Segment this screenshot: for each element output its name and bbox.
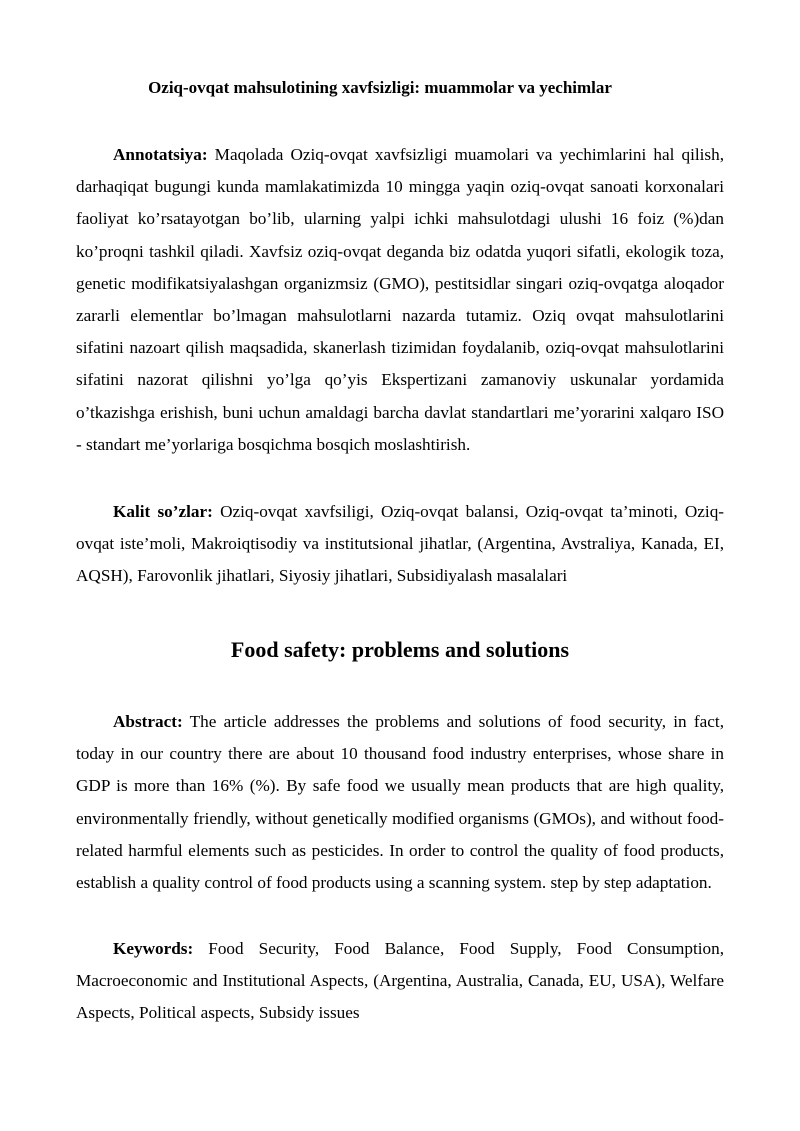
uzbek-keywords bbox=[76, 496, 724, 593]
english-keywords bbox=[76, 933, 724, 1030]
uzbek-title: Oziq-ovqat mahsulotining xavfsizligi: muammolar va yechimlar bbox=[148, 78, 612, 97]
uzbek-annotation-text: Maqolada Oziq-ovqat xavfsizligi muamolari va yechimlarini hal qilish, darhaqiqat bugungi kunda mamlakatimizda 10 mingga yaqin oziq-ovqat sanoati korxonalari faoliyat ko’rsatayotgan bo’lib, ularning yalpi ichki mahsulotdagi ulushi 16 foiz (%)dan ko’proqni tashkil qiladi. Xavfsiz oziq-ovqat deganda biz odatda yuqori sifatli, ekologik toza, genetic modifikatsiyalashgan organizmsiz (GMO), pestitsidlar singari oziq-ovqatga aloqador zararli elementlar bo’lmagan mahsulotlarni nazarda tutamiz. Oziq ovqat mahsulotlarini sifatini nazoart qilish maqsadida, skanerlash tizimidan foydalanib, oziq-ovqat mahsulotlarini sifatini nazorat qilishni yo’lga qo’yis Ekspertizani zamanoviy uskunalar yordamida o’tkazishga erishish, buni uchun amaldagi barcha davlat standartlari me’yorarini xalqaro ISO - standart me’yorlariga bosqichma bosqich moslashtirish. bbox=[76, 145, 724, 454]
english-abstract bbox=[76, 706, 724, 899]
english-title: Food safety: problems and solutions bbox=[230, 637, 570, 662]
english-keywords-label: Keywords: bbox=[113, 939, 194, 958]
uzbek-annotation-label: Annotatsiya: bbox=[113, 145, 208, 164]
english-abstract-label: Abstract: bbox=[113, 712, 183, 731]
english-abstract-text: The article addresses the problems and solutions of food security, in fact, today in our country there are about 10 thousand food industry enterprises, whose share in GDP is more than 16% (%). By safe food we usually mean products that are high quality, environmentally friendly, without genetically modified organisms (GMOs), and without food-related harmful elements such as pesticides. In order to control the quality of food products, establish a quality control of food products using a scanning system. step by step adaptation. bbox=[76, 712, 724, 893]
english-keywords-text: Food Security, Food Balance, Food Supply, Food Consumption, Macroeconomic and Institutional Aspects, (Argentina, Australia, Canada, EU, USA), Welfare Aspects, Political aspects, Subsidy issues bbox=[76, 939, 724, 1023]
uzbek-annotation bbox=[76, 139, 724, 461]
uzbek-keywords-text: Oziq-ovqat xavfsiligi, Oziq-ovqat balansi, Oziq-ovqat ta’minoti, Oziq-ovqat iste’moli, Makroiqtisodiy va institutsional jihatlar, (Argentina, Avstraliya, Kanada, EI, AQSH), Farovonlik jihatlari, Siyosiy jihatlari, Subsidiyalash masalalari bbox=[76, 502, 725, 586]
uzbek-keywords-label: Kalit so’zlar: bbox=[113, 502, 213, 521]
